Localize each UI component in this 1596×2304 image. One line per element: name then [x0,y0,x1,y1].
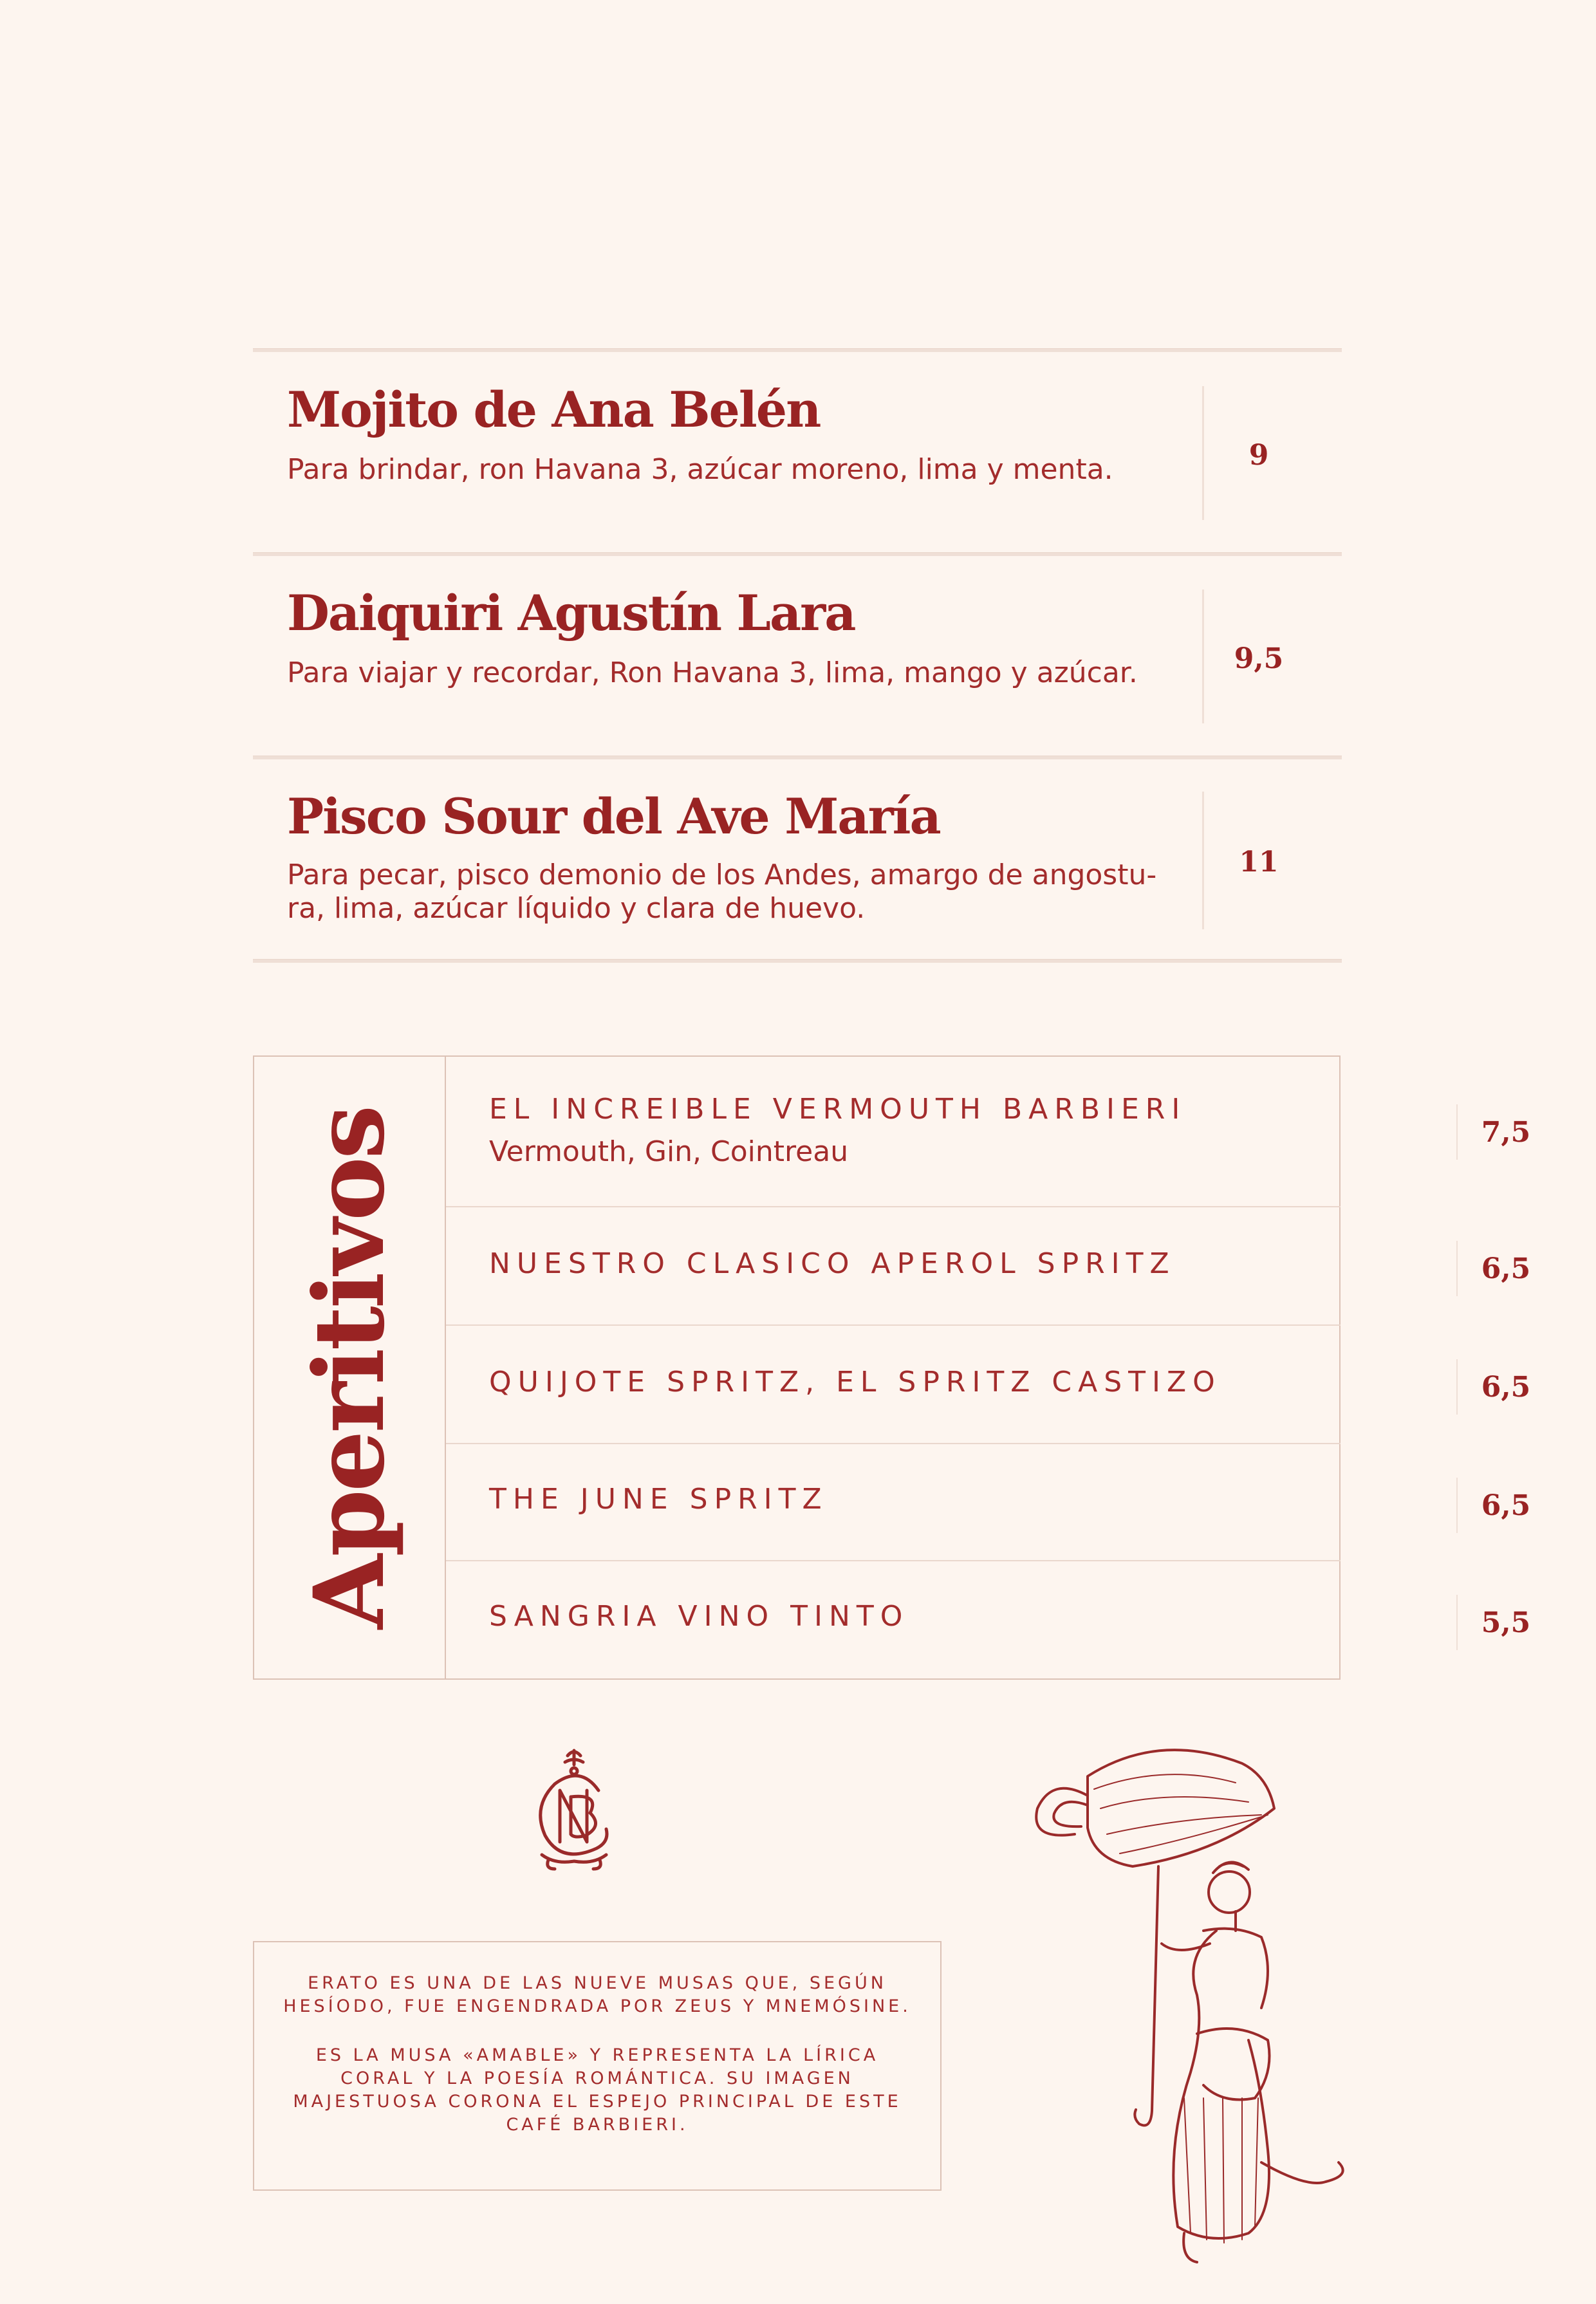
aperitivo-name: SANGRIA VINO TINTO [489,1600,909,1633]
erato-paragraph: ERATO ES UNA DE LAS NUEVE MUSAS QUE, SEGÚN HESÍODO, FUE ENGENDRADA POR ZEUS Y MNEMÓSINE. [283,1973,911,2016]
menu-item-description: Para viajar y recordar, Ron Havana 3, lima, mango y azúcar. [287,656,1138,689]
menu-item-price: 9 [1248,439,1269,472]
cafe-barbieri-monogram-icon [523,1745,626,1874]
menu-item-name: Daiquiri Agustín Lara [287,584,855,642]
list-item [446,1444,1531,1560]
aperitivo-price: 6,5 [1481,1371,1531,1404]
erato-paragraph: ES LA MUSA «AMABLE» Y REPRESENTA LA LÍRICA CORAL Y LA POESÍA ROMÁNTICA. SU IMAGEN MAJESTUOSA CORONA EL ESPEJO PRINCIPAL DE ESTE CAFÉ BARBIERI. [293,2045,902,2135]
aperitivo-name: EL INCREIBLE VERMOUTH BARBIERI [489,1093,1187,1126]
item-divider [253,552,1342,556]
item-divider [253,756,1342,759]
list-item [446,1326,1531,1443]
aperitivo-name: THE JUNE SPRITZ [489,1483,828,1516]
aperitivo-price: 6,5 [1481,1489,1531,1522]
list-item [446,1057,1531,1206]
aperitivo-price: 6,5 [1481,1252,1531,1285]
menu-item-pisco-sour [253,788,1342,936]
menu-item-description: Para pecar, pisco demonio de los Andes, amargo de angostu-ra, lima, azúcar líquido y clara de huevo. [287,859,1157,925]
menu-item-price: 11 [1239,846,1279,878]
aperitivo-price: 7,5 [1481,1116,1531,1149]
menu-item-name: Pisco Sour del Ave María [287,788,940,845]
erato-info-box [253,1941,942,2191]
aperitivo-ingredients: Vermouth, Gin, Cointreau [489,1135,849,1168]
muse-umbrella-illustration [991,1738,1364,2265]
list-item [446,1207,1531,1324]
menu-item-daiquiri [253,584,1342,726]
aperitivos-section [253,1055,1531,1680]
list-item [446,1561,1531,1678]
menu-item-name: Mojito de Ana Belén [287,381,821,438]
bottom-divider [253,959,1342,963]
aperitivo-price: 5,5 [1481,1606,1531,1639]
aperitivo-name: QUIJOTE SPRITZ, EL SPRITZ CASTIZO [489,1366,1221,1398]
menu-item-price: 9,5 [1234,642,1284,675]
menu-item-mojito [253,381,1342,523]
section-title: Aperitivos [293,1107,406,1630]
menu-item-description: Para brindar, ron Havana 3, azúcar moreno, lima y menta. [287,453,1113,486]
top-divider [253,348,1342,352]
aperitivo-name: NUESTRO CLASICO APEROL SPRITZ [489,1247,1176,1280]
